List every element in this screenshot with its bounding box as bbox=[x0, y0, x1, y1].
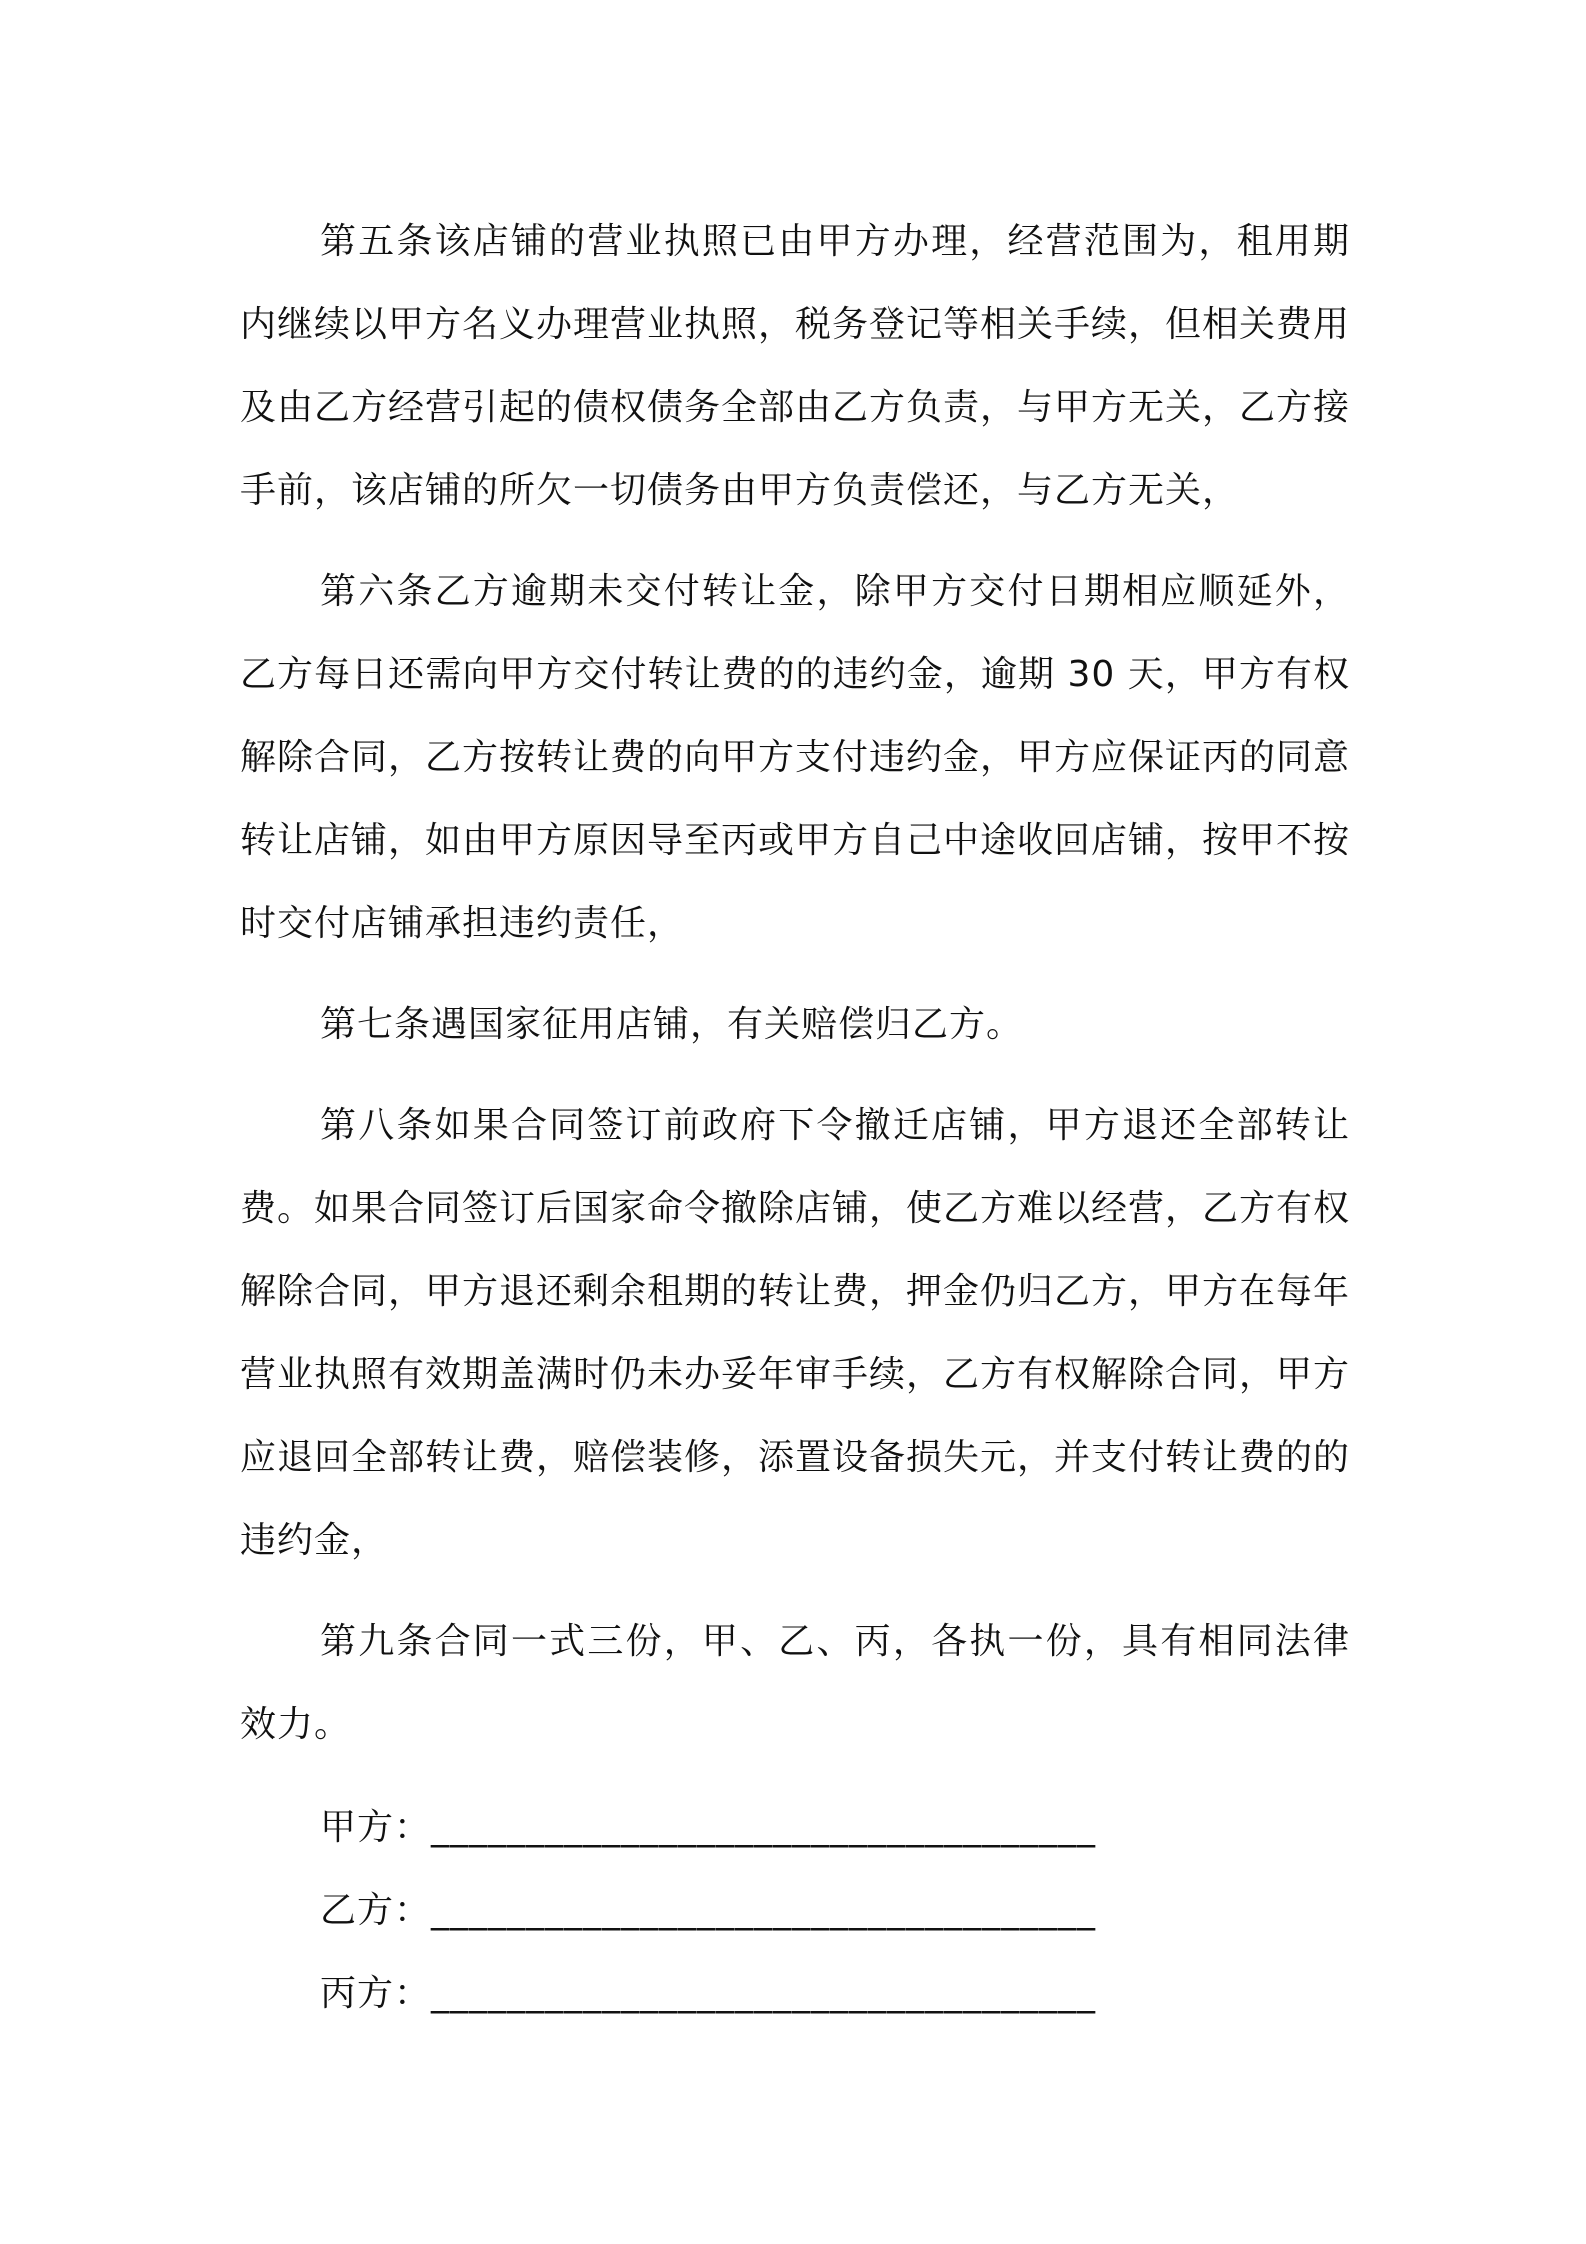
document-body bbox=[240, 200, 1350, 2035]
party-a-signature-line: 甲方：___________________________________ bbox=[320, 1807, 1097, 1848]
signature-block bbox=[240, 1786, 1350, 2035]
party-b-signature-line: 乙方：___________________________________ bbox=[320, 1890, 1097, 1931]
article-8-paragraph: 第八条如果合同签订前政府下令撤迁店铺，甲方退还全部转让费。如果合同签订后国家命令撤除店铺，使乙方难以经营，乙方有权解除合同，甲方退还剩余租期的转让费，押金仍归乙方，甲方在每年营业执照有效期盖满时仍未办妥年审手续，乙方有权解除合同，甲方应退回全部转让费，赔偿装修，添置设备损失元，并支付转让费的的违约金， bbox=[240, 1105, 1351, 1561]
article-9-paragraph: 第九条合同一式三份，甲、乙、丙，各执一份，具有相同法律效力。 bbox=[240, 1621, 1350, 1745]
article-7-paragraph: 第七条遇国家征用店铺，有关赔偿归乙方。 bbox=[320, 1004, 1024, 1045]
article-6-paragraph: 第六条乙方逾期未交付转让金，除甲方交付日期相应顺延外，乙方每日还需向甲方交付转让费的的违约金，逾期 30 天，甲方有权解除合同，乙方按转让费的向甲方支付违约金，甲方应保证丙的同意转让店铺，如由甲方原因导至丙或甲方自己中途收回店铺，按甲不按时交付店铺承担违约责任， bbox=[240, 571, 1351, 944]
party-c-signature-line: 丙方：___________________________________ bbox=[320, 1973, 1097, 2014]
article-5-paragraph: 第五条该店铺的营业执照已由甲方办理，经营范围为，租用期内继续以甲方名义办理营业执照，税务登记等相关手续，但相关费用及由乙方经营引起的债权债务全部由乙方负责，与甲方无关，乙方接手前，该店铺的所欠一切债务由甲方负责偿还，与乙方无关， bbox=[240, 221, 1351, 511]
